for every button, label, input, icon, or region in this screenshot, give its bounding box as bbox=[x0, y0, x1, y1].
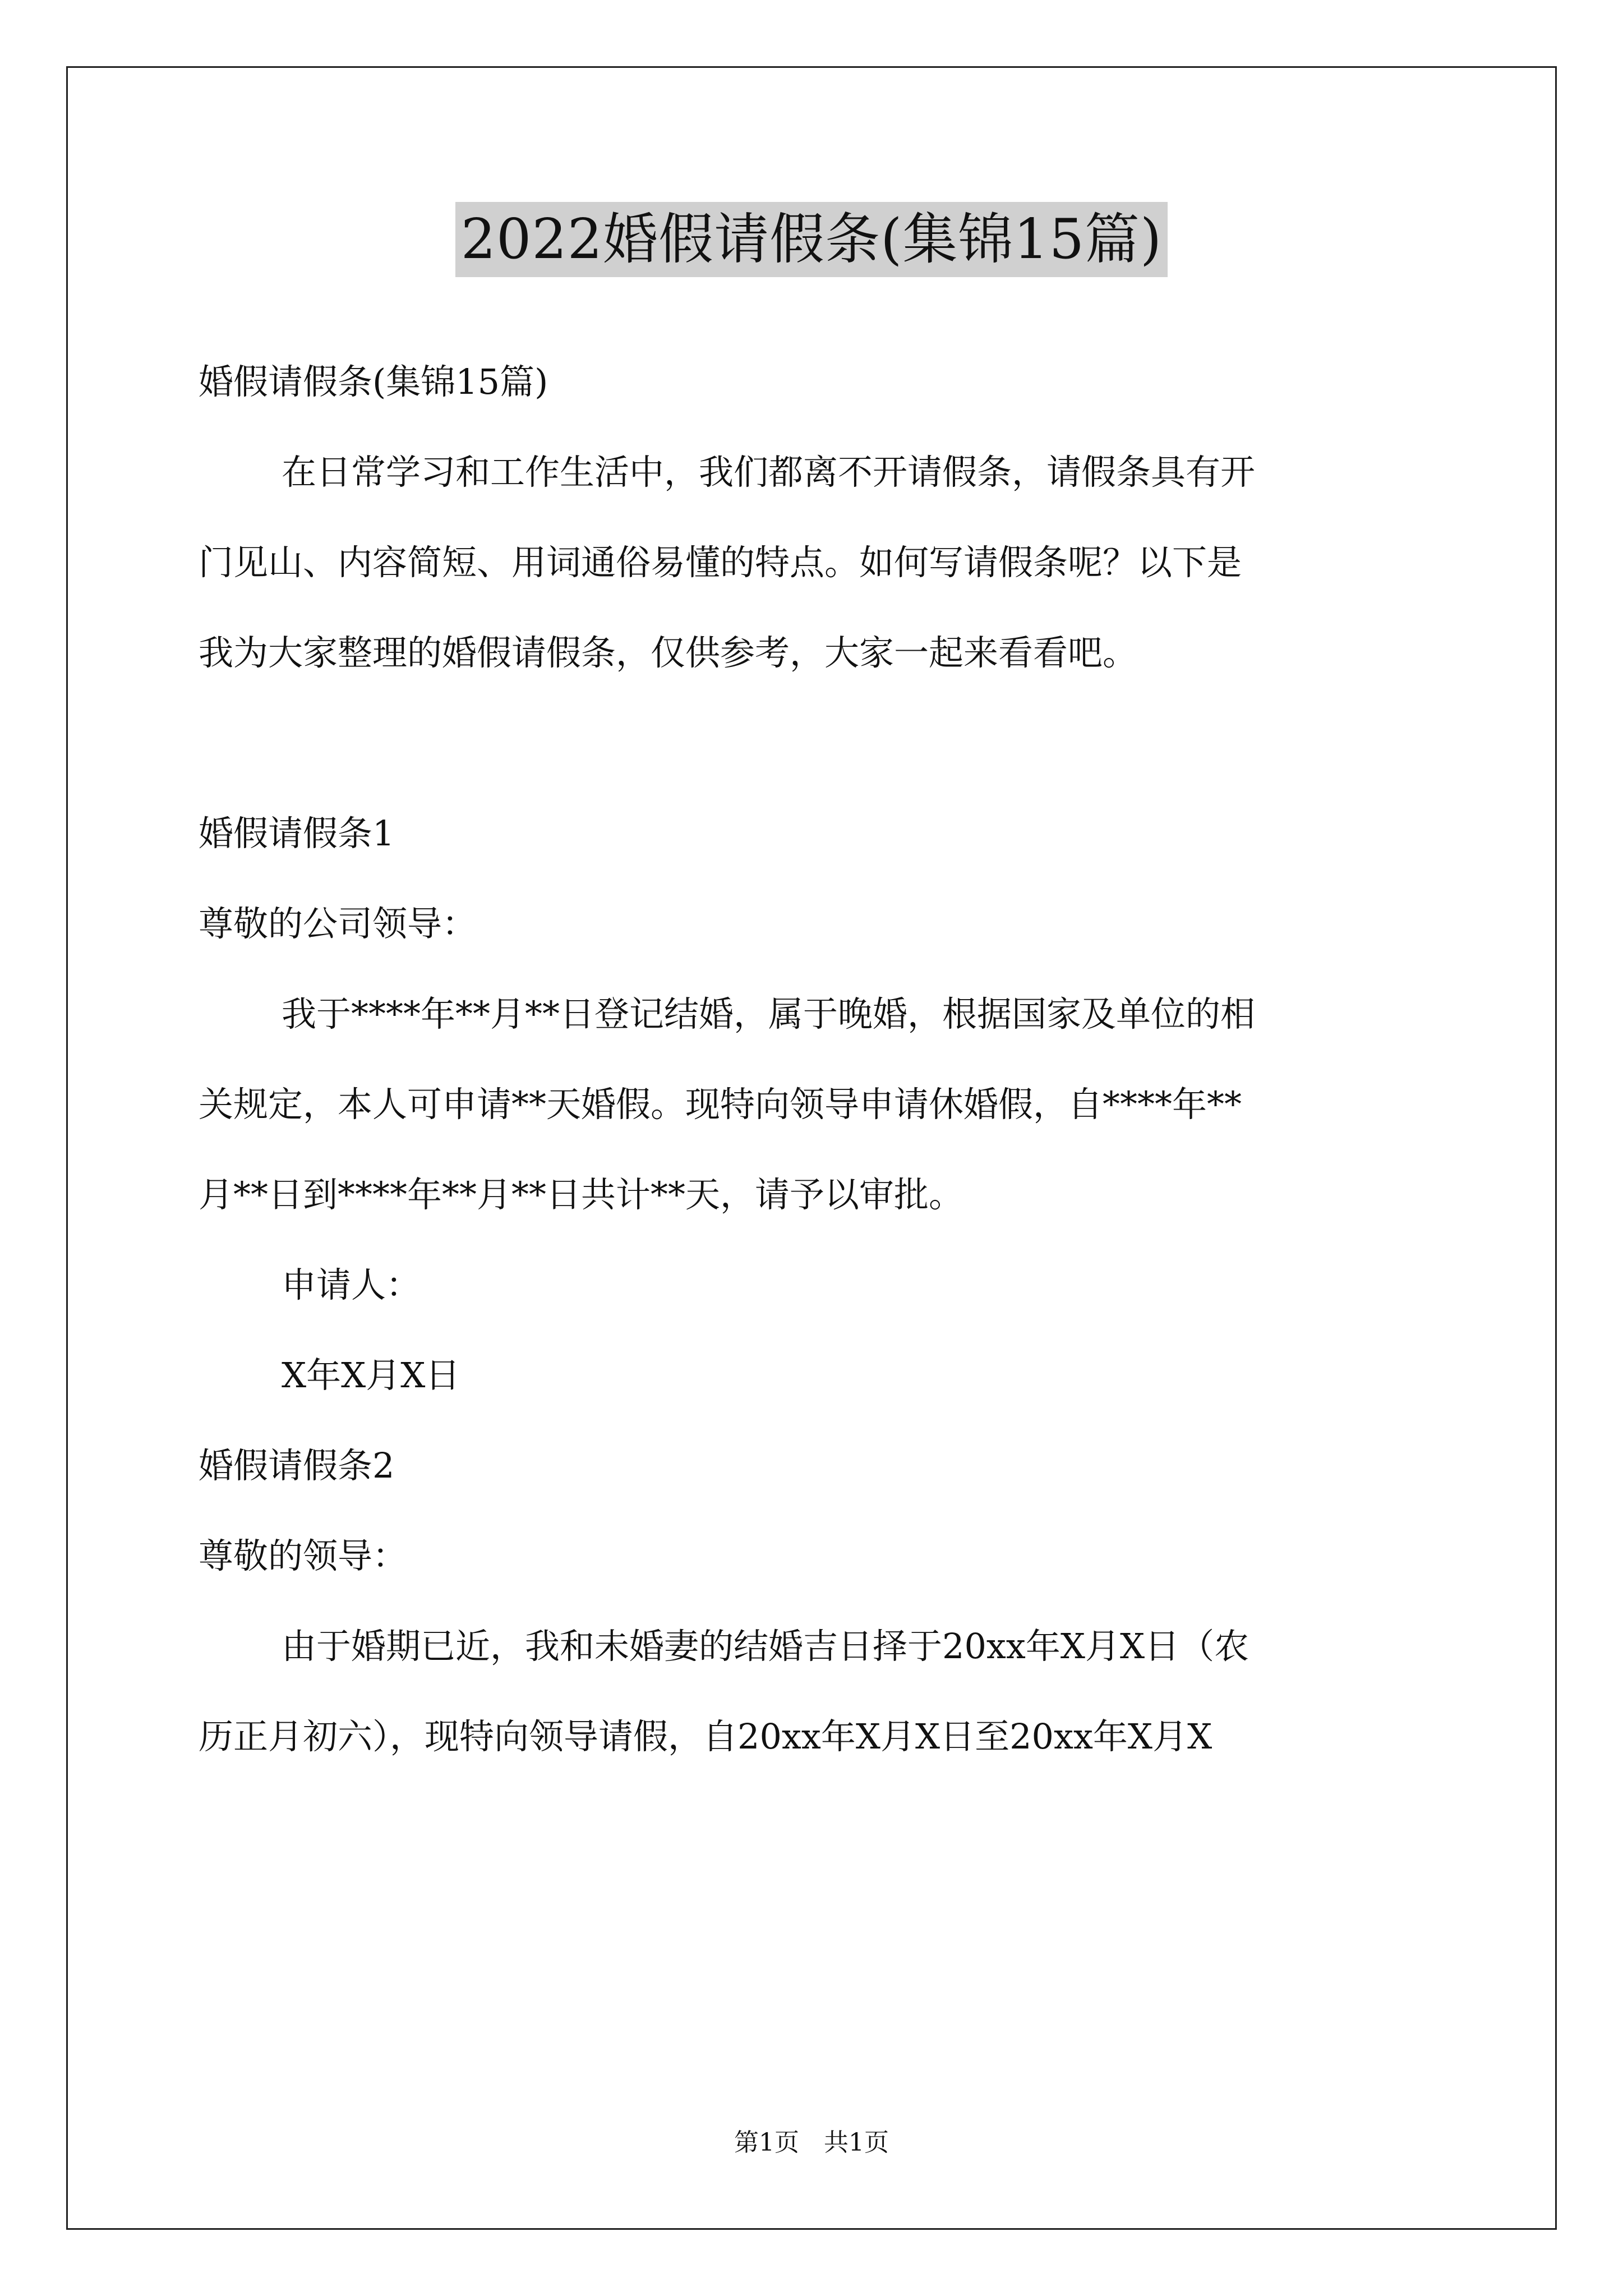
text-line: 婚假请假条(集锦15篇) bbox=[199, 361, 548, 402]
text-line: 我于****年**月**日登记结婚，属于晚婚，根据国家及单位的相 bbox=[282, 993, 1256, 1034]
text-line: 申请人： bbox=[282, 1264, 421, 1305]
text-line: 由于婚期已近，我和未婚妻的结婚吉日择于20xx年X月X日（农 bbox=[282, 1626, 1249, 1667]
text-line: 尊敬的领导： bbox=[199, 1535, 408, 1576]
text-line: 婚假请假条1 bbox=[199, 813, 395, 854]
text-line: 历正月初六），现特向领导请假，自20xx年X月X日至20xx年X月X bbox=[199, 1716, 1212, 1757]
title-container bbox=[0, 202, 1623, 277]
text-line: 尊敬的公司领导： bbox=[199, 903, 477, 944]
text-line: 我为大家整理的婚假请假条，仅供参考，大家一起来看看吧。 bbox=[199, 632, 1138, 673]
document-body bbox=[199, 337, 1430, 1782]
page-footer: 第1页 共1页 bbox=[734, 2128, 889, 2157]
text-line: 门见山、内容简短、用词通俗易懂的特点。如何写请假条呢？以下是 bbox=[199, 542, 1242, 583]
document-title: 2022婚假请假条(集锦15篇) bbox=[455, 202, 1168, 277]
text-line: X年X月X日 bbox=[282, 1355, 460, 1396]
text-line: 月**日到****年**月**日共计**天，请予以审批。 bbox=[199, 1174, 964, 1215]
text-line: 关规定，本人可申请**天婚假。现特向领导申请休婚假，自****年** bbox=[199, 1084, 1242, 1125]
text-line: 婚假请假条2 bbox=[199, 1445, 395, 1486]
text-line: 在日常学习和工作生活中，我们都离不开请假条，请假条具有开 bbox=[282, 452, 1256, 493]
paragraph-gap bbox=[199, 698, 1430, 788]
